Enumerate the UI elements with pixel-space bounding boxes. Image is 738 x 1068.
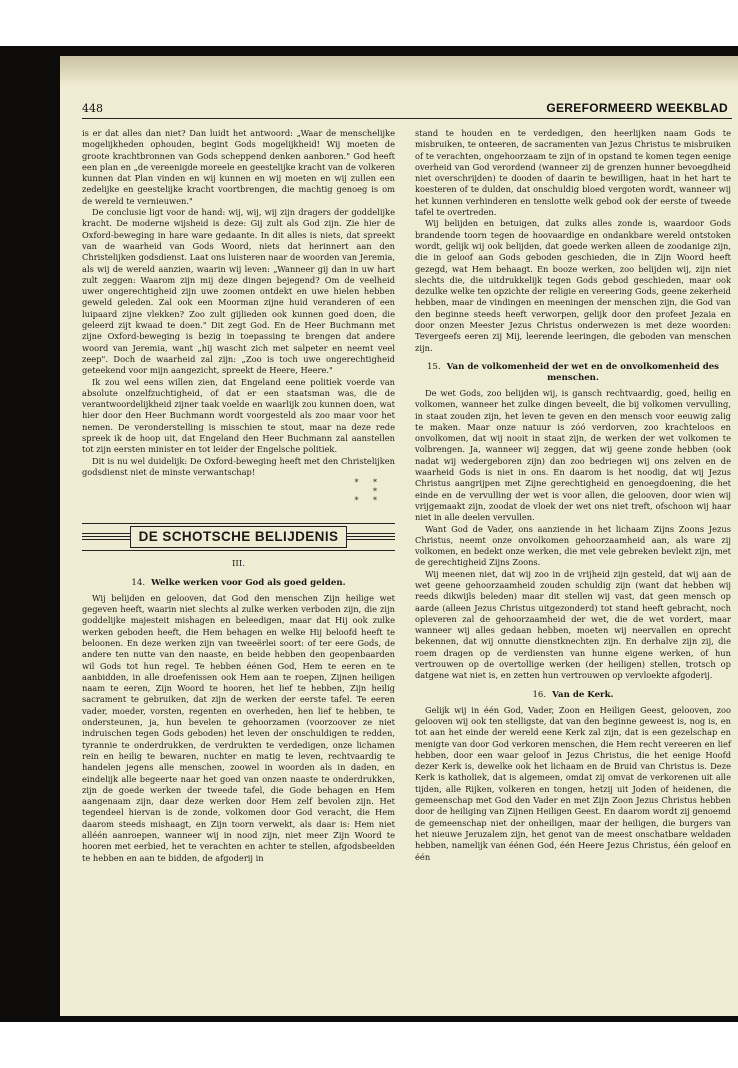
paragraph: De conclusie ligt voor de hand: wij, wij, wij zijn dragers der goddelijke kracht. De moderne wijsheid is deze: Gij zult als God zijn. Zie hier de Oxford-beweging in hare ware gedaante. In dit alles is niets, dat spreekt van de waarheid van Gods Woord, niets dat herinnert aan den Christelijken godsdienst. Laat ons luisteren naar de woorden van Jeremia, als wij de wereld aanzien, waarin wij leven: „Wanneer gij dan in uw hart zult zeggen: Waarom zijn mij deze dingen bejegend? Om de veelheid uwer ongerechtigheid zijn uwe zoomen ontdekt en uwe hielen hebben geweld geleden. Zal ook een Moorman zijne huid veranderen of een luipaard zijne vlekken? Zoo zult gijlieden ook kunnen goed doen, die geleerd zijt kwaad te doen." Dit zegt God. En de Heer Buchmann met zijne Oxford-beweging is bezig in toepassing te brengen dat andere woord van Jeremia, want „hij wascht zich met salpeter en neemt veel zeep". Doch de waarheid zal zijn: „Zoo is toch uwe ongerechtigheid geteekend voor mijn aangezicht, spreekt de Heere, Heere." [82,207,395,376]
banner-rule [82,523,395,524]
right-column [415,128,731,863]
paragraph: Wij meenen niet, dat wij zoo in de vrijheid zijn gesteld, dat wij aan de wet geene gehoorzaamheid zouden schuldig zijn (want dat hebben wij reeds dikwijls beleden) maar dit stellen wij vast, dat geen mensch op aarde (alleen Jezus Christus uitgezonderd) tot stand heeft gebracht, noch opleveren zal de gehoorzaamheid der wet, die de wet vordert, maar wanneer wij alles gedaan hebben, moeten wij neervallen en oprecht bekennen, dat wij onnutte dienstknechten zijn. En derhalve zijn zij, die roem dragen op de verdiensten van hunne eigene werken, of hun vertrouwen op de overtollige werken (der heiligen) stellen, trotsch op datgene wat niet is, en zetten hun vertrouwen op vervloekte afgoderij. [415,568,731,681]
part-number: III. [232,558,245,569]
paragraph: Ik zou wel eens willen zien, dat Engeland eene politiek voerde van absolute onzelfzuchtigheid, of dat er een staatsman was, die de verantwoordelijkheid zijner taak voelde en waarlijk zou kunnen doen, wat hier door den Heer Buchmann wordt voorgesteld als zoo maar voor het nemen. De veronderstelling is misschien te stout, maar na deze rede spreek ik de hoop uit, dat Engeland den Heer Buchmann zal aanstellen tot zijn eersten minister en tot leider der Engelsche politiek. [82,376,395,455]
section-title: DE SCHOTSCHE BELIJDENIS [130,526,348,547]
header-rule [82,118,732,119]
section-stars [82,478,395,505]
article-16-heading [415,690,731,701]
stars-line: * * [354,478,383,488]
article-title: Van de volkomenheid der wet en de onvolkomenheid des menschen. [446,361,720,383]
page-shadow [60,56,738,86]
stars-line: * * [354,496,383,506]
paragraph: De wet Gods, zoo belijden wij, is gansch rechtvaardig, goed, heilig en volkomen, wanneer het zulke dingen beveelt, die bij volkomen vervulling, in staat zouden zijn, het leven te geven en den mensch voor eeuwig zalig te maken. Maar onze natuur is zóó verdorven, zoo krachteloos en onvolkomen, dat wij nooit in staat zijn, de werken der wet volkomen te volbrengen. Ja, wanneer wij zeggen, dat wij geene zonde hebben (ook nadat wij wedergeboren zijn) dan zoo bedriegen wij ons zelven en de waarheid Gods is niet in ons. En daarom is het noodig, dat wij Jezus Christus aangrijpen met Zijne gerechtigheid en genoegdoening, die het einde en de vervulling der wet is voor allen, die gelooven, door wien wij vrijgemaakt zijn, zoodat de vloek der wet ons niet treft, ofschoon wij haar niet in alle deelen vervullen. [415,387,731,523]
paragraph: stand te houden en te verdedigen, den heerlijken naam Gods te misbruiken, te onteeren, de sacramenten van Jezus Christus te misbruiken of te verachten, ongehoorzaam te zijn of in opstand te komen tegen eenige overheid van God verordend (wanneer zij de grenzen hunner bevoegdheid niet overschrijden) te dooden of daarin te bewilligen, haat in het hart te koesteren of te dulden, dat onschuldig bloed vergoten wordt, wanneer wij het kunnen verhinderen en tenslotte welk gebod ook der eerste of tweede tafel te overtreden. [415,128,731,218]
page [60,56,738,1016]
banner-line [82,536,130,537]
banner-line [82,533,130,534]
banner-side-right [347,531,395,542]
banner-side-left [82,531,130,542]
article-title: Welke werken voor God als goed gelden. [151,577,346,588]
article-number: 16. [532,689,547,700]
left-column [82,128,395,864]
banner-line [82,539,130,540]
paragraph: Wij belijden en gelooven, dat God den menschen Zijn heilige wet gegeven heeft, waarin niet slechts al zulke werken verboden zijn, die zijn goddelijke majesteit mishagen en beleedigen, maar dat Hij ook zulke werken geboden heeft, die Hem behagen en welke Hij beloofd heeft te beloonen. En deze werken zijn van tweeërlei soort: of ter eere Gods, de andere ten nutte van den naaste, en beide hebben den geopenbaarden wil Gods tot hun regel. Te hebben éénen God, Hem te eeren en te aanbidden, in alle droefenissen ook Hem aan te roepen, Zijnen heiligen naam te eeren, Zijn Woord te hooren, het lief te hebben, Zijn heilig sacrament te gebruiken, dat zijn de werken der eerste tafel. Te eeren vader, moeder, vorsten, regenten en overheden, hen lief te hebben, te ondersteunen, ja, hun bevelen te gehoorzamen (voorzoover ze niet indruischen tegen Gods geboden) het leven der onschuldigen te redden, tyrannie te onderdrukken, de verdrukten te verdedigen, onze lichamen rein en heilig te bewaren, nuchter en matig te leven, rechtvaardig te handelen jegens alle menschen, zoowel in woorden als in daden, en eindelijk alle begeerte naar het goed van onzen naaste te onderdrukken, zijn de goede werken der tweede tafel, die Gode behagen en Hem aangenaam zijn, daar deze werken door Hem zelf bevolen zijn. Het tegendeel hiervan is de zonde, volkomen door God veracht, die Hem daarom steeds mishaagt, en Zijn toorn verwekt, als daar is: Hem niet alléén aanroepen, wanneer wij in nood zijn, niet meer Zijn Woord te hooren met eerbied, het te verachten en achter te stellen, afgodsbeelden te hebben en aan te bidden, de afgoderij in [82,592,395,863]
paragraph: is er dat alles dan niet? Dan luidt het antwoord: „Waar de menschelijke mogelijkheden ophouden, begint Gods mogelijkheid! Wij moeten de groote krachtbronnen van Gods scheppend denken aanboren." God heeft een plan en „de vereenigde moreele en geestelijke kracht van de volkeren kunnen dat Plan vinden en wij kunnen en wij moeten en wij zullen een zedelijke en geestelijke kracht voortbrengen, die machtig genoeg is om de wereld te vernieuwen." [82,128,395,206]
paragraph: Gelijk wij in één God, Vader, Zoon en Heiligen Geest, gelooven, zoo gelooven wij ook ten stelligste, dat van den beginne geweest is, nog is, en tot aan het einde der wereld eene Kerk zal zijn, dat is een gezelschap en menigte van door God verkoren menschen, die Hem recht vereeren en lief hebben, door een waar geloof in Jezus Christus, die het eenige Hoofd dezer Kerk is, dewelke ook het lichaam en de Bruid van Christus is. Deze Kerk is katholiek, dat is algemeen, omdat zij omvat de verkorenen uit alle tijden, alle Rijken, volkeren en tongen, hetzij uit Joden of heidenen, die gemeenschap met God den Vader en met Zijn Zoon Jezus Christus hebben door de heiliging van Zijnen Heiligen Geest. En daarom wordt zij genoemd de gemeenschap niet der onheiligen, maar der heiligen, die burgers van het nieuwe Jeruzalem zijn, het genot van de meest onschatbare weldaden hebben, namelijk van éénen God, één Heere Jezus Christus, één geloof en één [415,704,731,862]
page-header [82,100,738,120]
article-14-heading [82,578,395,589]
section-banner [82,523,395,550]
banner-line [347,533,395,534]
banner-line [347,536,395,537]
paragraph: Want God de Vader, ons aanziende in het lichaam Zijns Zoons Jezus Christus, neemt onze onvolkomen gehoorzaamheid aan, als ware zij volkomen, en bedekt onze werken, die met vele gebreken bevlekt zijn, met de gerechtigheid Zijns Zoons. [415,523,731,568]
journal-title: GEREFORMEERD WEEKBLAD [546,101,728,115]
article-15-heading [415,362,731,384]
article-number: 15. [426,361,441,372]
banner-row [82,526,395,547]
banner-rule [82,550,395,551]
banner-line [347,539,395,540]
paragraph: Dit is nu wel duidelijk: De Oxford-beweging heeft met den Christelijken godsdienst niet de minste verwantschap! [82,455,395,477]
page-number: 448 [82,102,103,115]
paragraph: Wij belijden en betuigen, dat zulks alles zonde is, waardoor Gods brandende toorn tegen de hoovaardige en ondankbare wereld ontstoken wordt, gelijk wij ook belijden, dat goede werken alleen de zoodanige zijn, die in geloof aan Gods geboden geschieden, die in Zijn Woord heeft gezegd, wat Hem behaagt. En booze werken, zoo belijden wij, zijn niet slechts die, die uitdrukkelijk tegen Gods gebod geschieden, maar ook dezulke welke ten opzichte der religie en vereering Gods, geene zekerheid hebben, maar de vindingen en meeningen der menschen zijn, die God van den beginne steeds heeft verworpen, gelijk door den profeet Jezaia en door onzen Meester Jezus Christus onderwezen is met deze woorden: Tevergeefs eeren zij Mij, leerende leeringen, die geboden van menschen zijn. [415,218,731,353]
article-title: Van de Kerk. [552,689,614,700]
article-number: 14. [131,577,146,588]
stars-line: * [373,487,383,497]
